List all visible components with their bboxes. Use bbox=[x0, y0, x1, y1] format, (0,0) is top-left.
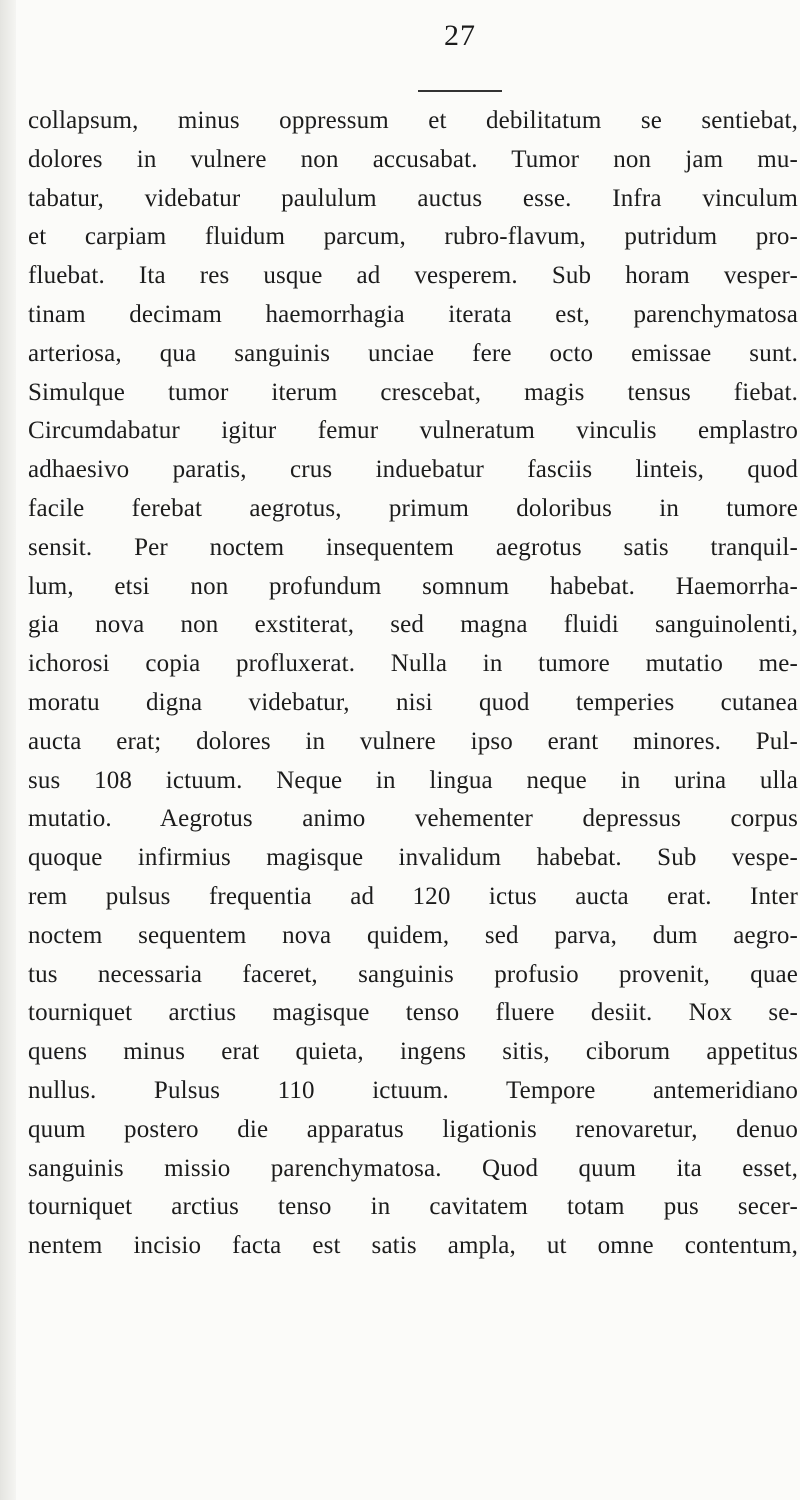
text-line: lum, etsi non profundum somnum habebat. Haemorrha- bbox=[28, 572, 798, 600]
text-line: sanguinis missio parenchymatosa. Quod quum ita esset, bbox=[28, 1154, 798, 1182]
text-line: nentem incisio facta est satis ampla, ut omne contentum, bbox=[28, 1232, 798, 1260]
text-line: et carpiam fluidum parcum, rubro-flavum, putridum pro- bbox=[28, 223, 798, 251]
text-line: noctem sequentem nova quidem, sed parva, dum aegro- bbox=[28, 921, 798, 949]
text-line: sus 108 ictuum. Neque in lingua neque in urina ulla bbox=[28, 766, 798, 794]
text-line: quum postero die apparatus ligationis renovaretur, denuo bbox=[28, 1115, 798, 1143]
text-line: gia nova non exstiterat, sed magna fluidi sanguinolenti, bbox=[28, 611, 798, 639]
text-line: collapsum, minus oppressum et debilitatum se sentiebat, bbox=[28, 107, 798, 134]
page-number: 27 bbox=[444, 19, 476, 52]
text-line: quoque infirmius magisque invalidum habebat. Sub vespe- bbox=[28, 844, 798, 872]
text-line: rem pulsus frequentia ad 120 ictus aucta erat. Inter bbox=[28, 882, 798, 910]
text-line: arteriosa, qua sanguinis unciae fere octo emissae sunt. bbox=[28, 339, 798, 367]
text-line: fluebat. Ita res usque ad vesperem. Sub horam vesper- bbox=[28, 262, 798, 290]
text-line: sensit. Per noctem insequentem aegrotus satis tranquil- bbox=[28, 533, 798, 561]
text-line: aucta erat; dolores in vulnere ipso erant minores. Pul- bbox=[28, 727, 798, 755]
body-text bbox=[28, 102, 798, 1266]
text-line: mutatio. Aegrotus animo vehementer depressus corpus bbox=[28, 805, 798, 833]
binding-gutter bbox=[0, 0, 16, 1500]
text-line: Circumdabatur igitur femur vulneratum vinculis emplastro bbox=[28, 417, 798, 445]
text-line: moratu digna videbatur, nisi quod temperies cutanea bbox=[28, 688, 798, 716]
text-line: Simulque tumor iterum crescebat, magis tensus fiebat. bbox=[28, 378, 798, 406]
text-line: tourniquet arctius tenso in cavitatem totam pus secer- bbox=[28, 1193, 798, 1221]
text-line: ichorosi copia profluxerat. Nulla in tumore mutatio me- bbox=[28, 650, 798, 678]
text-line: tourniquet arctius magisque tenso fluere desiit. Nox se- bbox=[28, 999, 798, 1027]
text-line: tus necessaria faceret, sanguinis profusio provenit, quae bbox=[28, 960, 798, 988]
text-line: nullus. Pulsus 110 ictuum. Tempore antemeridiano bbox=[28, 1076, 798, 1104]
text-line: dolores in vulnere non accusabat. Tumor non jam mu- bbox=[28, 145, 798, 173]
text-line: tinam decimam haemorrhagia iterata est, parenchymatosa bbox=[28, 300, 798, 328]
page-number-rule bbox=[418, 90, 502, 92]
text-line: tabatur, videbatur paululum auctus esse. Infra vinculum bbox=[28, 184, 798, 212]
text-line: adhaesivo paratis, crus induebatur fasciis linteis, quod bbox=[28, 456, 798, 484]
text-line: quens minus erat quieta, ingens sitis, ciborum appetitus bbox=[28, 1038, 798, 1066]
text-line: facile ferebat aegrotus, primum doloribus in tumore bbox=[28, 494, 798, 522]
